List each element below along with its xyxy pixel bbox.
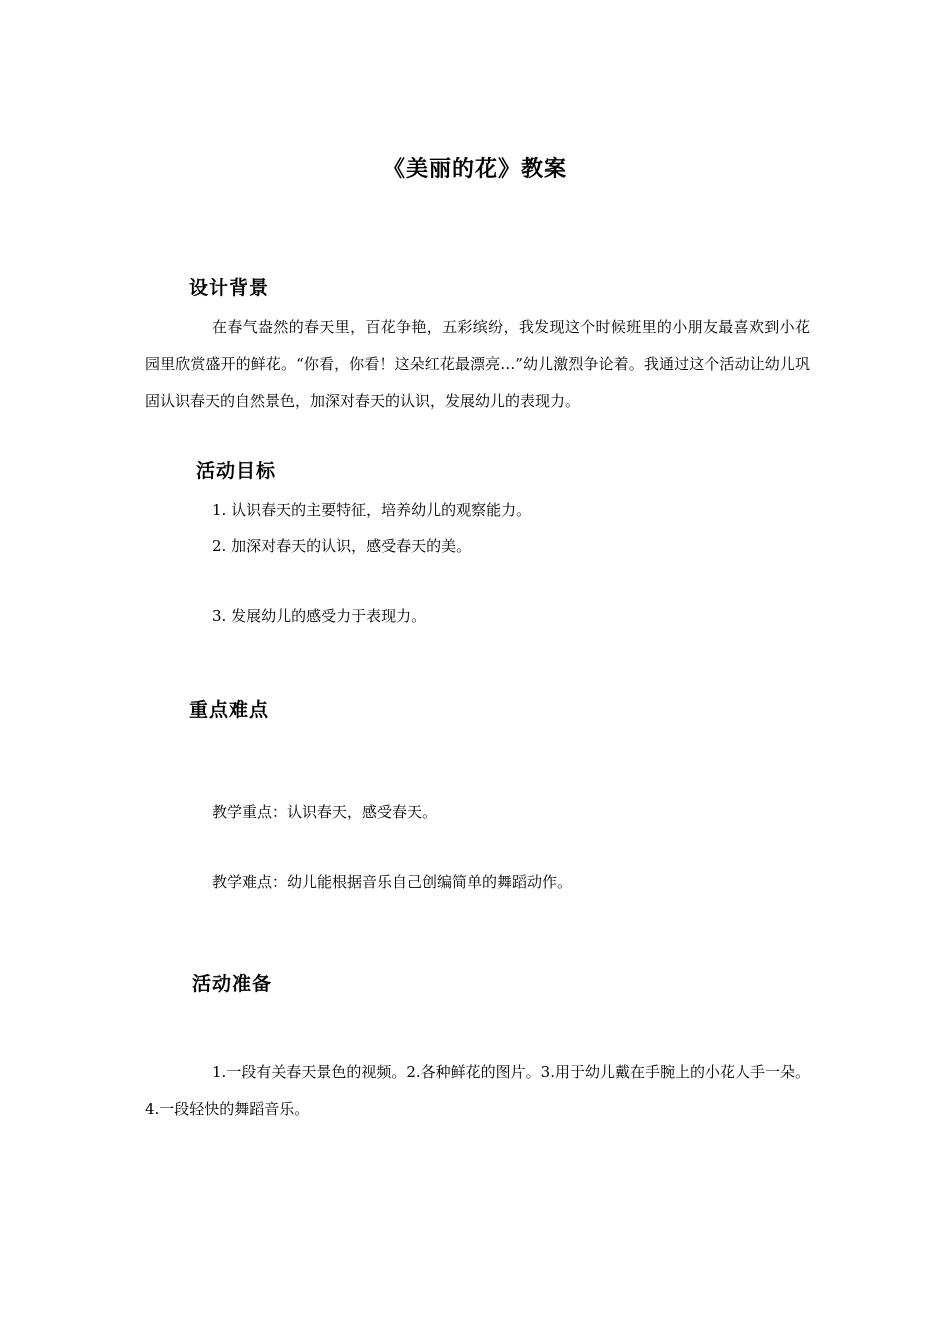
heading-key-points: 重点难点 (189, 699, 270, 721)
preparation-paragraph: 1.一段有关春天景色的视频。2.各种鲜花的图片。3.用于幼儿戴在手腕上的小花人手一朵。4.一段轻快的舞蹈音乐。 (145, 1063, 810, 1118)
heading-design-background: 设计背景 (189, 277, 270, 299)
goal-item-3: 3. 发展幼儿的感受力于表现力。 (212, 607, 427, 625)
heading-activity-preparation: 活动准备 (192, 973, 273, 995)
background-paragraph: 在春气盎然的春天里，百花争艳，五彩缤纷，我发现这个时候班里的小朋友最喜欢到小花园里欣赏盛开的鲜花。“你看，你看！这朵红花最漂亮…”幼儿激烈争论着。我通过这个活动让幼儿巩固认识春天的自然景色，加深对春天的认识，发展幼儿的表现力。 (145, 318, 810, 410)
teaching-focus: 教学重点：认识春天，感受春天。 (212, 803, 438, 821)
document-title: 《美丽的花》教案 (382, 157, 567, 182)
heading-activity-goals: 活动目标 (196, 460, 277, 482)
teaching-difficulty: 教学难点：幼儿能根据音乐自己创编简单的舞蹈动作。 (212, 873, 573, 891)
goal-item-2: 2. 加深对春天的认识，感受春天的美。 (212, 537, 472, 555)
goal-item-1: 1. 认识春天的主要特征，培养幼儿的观察能力。 (212, 501, 532, 519)
